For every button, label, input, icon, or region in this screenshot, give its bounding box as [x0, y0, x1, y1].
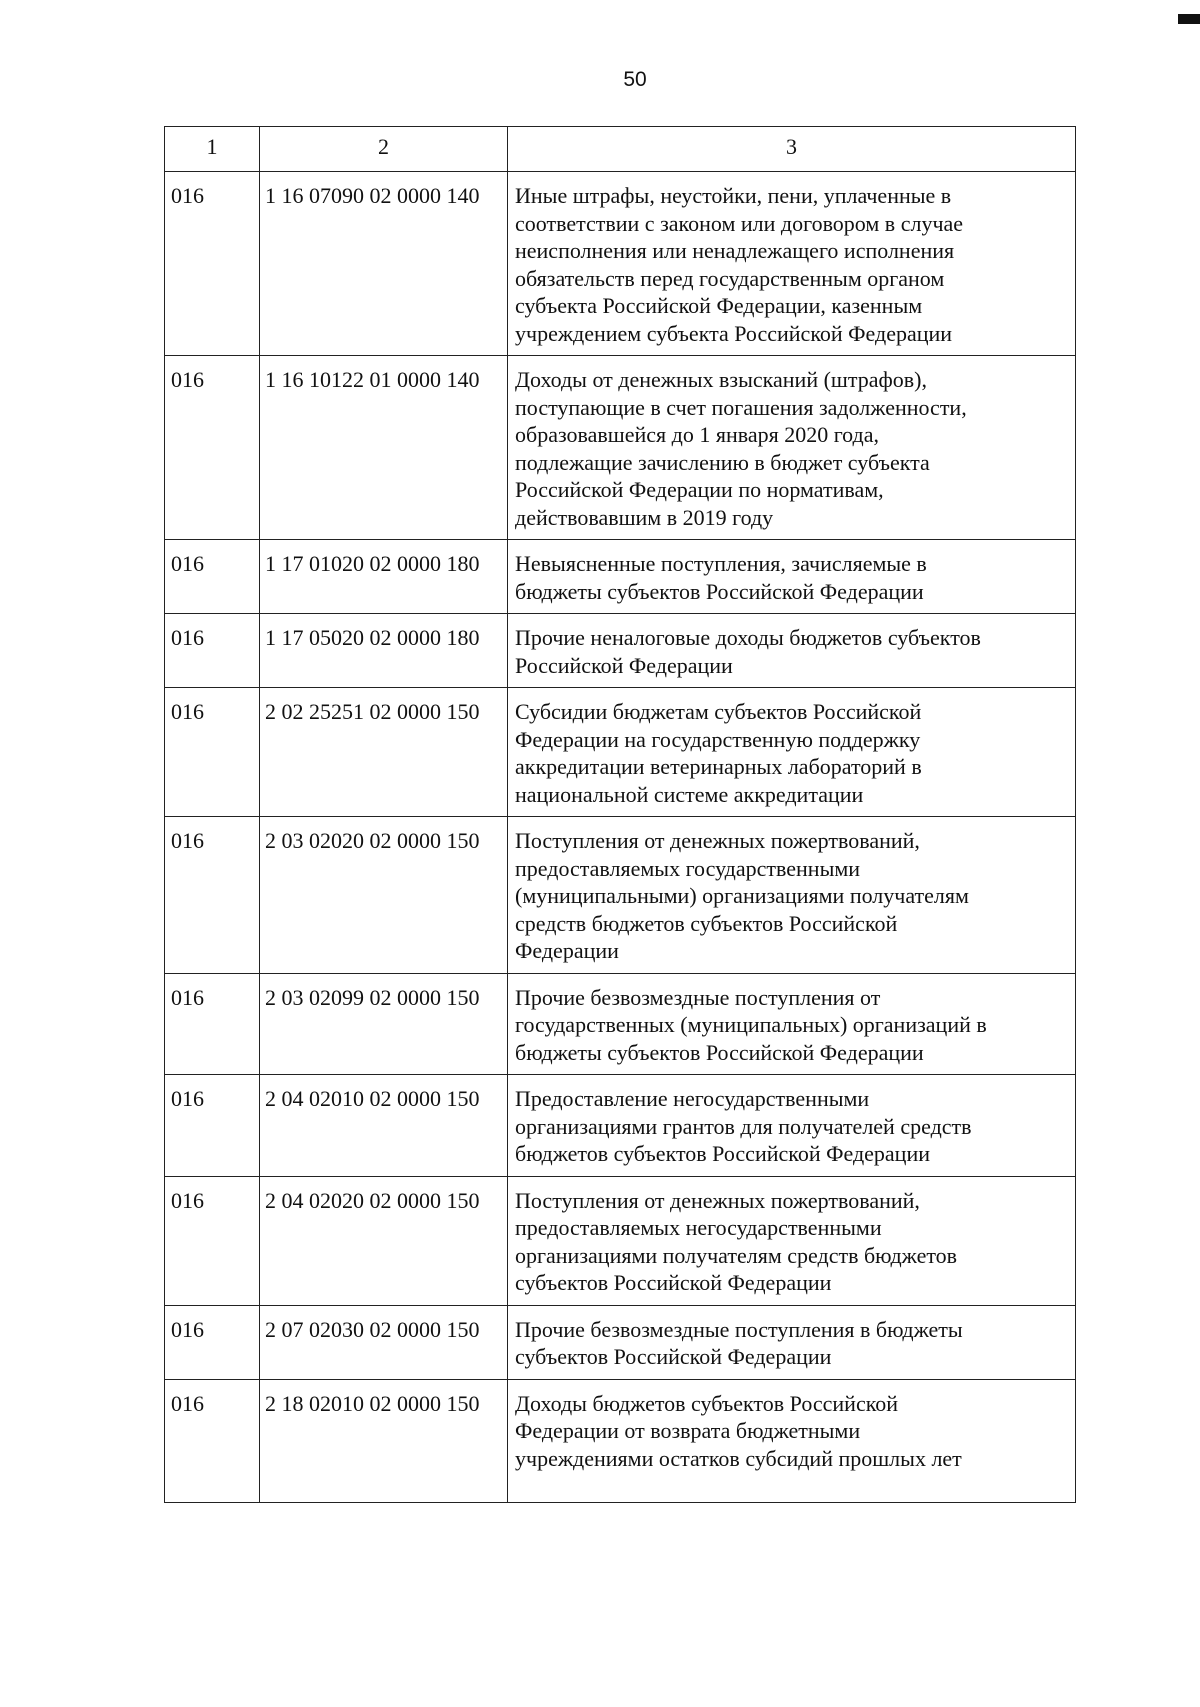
- description-cell: [508, 1176, 1076, 1305]
- description-cell: [508, 1305, 1076, 1379]
- description-line: Поступления от денежных пожертвований,: [515, 1187, 920, 1213]
- description-line: государственных (муниципальных) организаций в: [515, 1012, 987, 1037]
- column-header-2: 2: [260, 127, 508, 172]
- table-row: [165, 1176, 1076, 1305]
- description-line: (муниципальными) организациями получателям: [515, 883, 969, 908]
- description-line: Иные штрафы, неустойки, пени, уплаченные в: [515, 183, 952, 208]
- description-line: предоставляемых государственными: [515, 855, 861, 881]
- description-line: Доходы от денежных взысканий (штрафов),: [515, 367, 927, 392]
- admin-code-cell: 016: [165, 540, 260, 614]
- description-line: поступающие в счет погашения задолженности,: [515, 394, 967, 420]
- description-line: Невыясненные поступления, зачисляемые в: [515, 551, 927, 576]
- description-line: обязательств перед государственным органом: [515, 265, 945, 291]
- description-cell: [508, 172, 1076, 356]
- column-header-1: 1: [165, 127, 260, 172]
- table-row: [165, 356, 1076, 540]
- page-number: 50: [623, 68, 647, 91]
- budget-code-cell: 2 04 02020 02 0000 150: [260, 1176, 508, 1305]
- description-line: организациями получателям средств бюджетов: [515, 1242, 958, 1268]
- budget-code-cell: 1 16 10122 01 0000 140: [260, 356, 508, 540]
- table-row: [165, 1305, 1076, 1379]
- description-line: субъектов Российской Федерации: [515, 1344, 832, 1369]
- description-cell: [508, 614, 1076, 688]
- admin-code-cell: 016: [165, 172, 260, 356]
- description-cell: [508, 540, 1076, 614]
- description-line: Прочие неналоговые доходы бюджетов субъектов: [515, 625, 981, 650]
- description-line: Прочие безвозмездные поступления от: [515, 984, 881, 1010]
- description-line: подлежащие зачислению в бюджет субъекта: [515, 449, 930, 475]
- admin-code-cell: 016: [165, 356, 260, 540]
- admin-code-cell: 016: [165, 973, 260, 1075]
- budget-code-cell: 2 07 02030 02 0000 150: [260, 1305, 508, 1379]
- description-line: учреждениями остатков субсидий прошлых лет: [515, 1445, 962, 1471]
- admin-code-cell: 016: [165, 688, 260, 817]
- description-cell: [508, 817, 1076, 974]
- description-line: Доходы бюджетов субъектов Российской: [515, 1390, 899, 1416]
- description-line: учреждением субъекта Российской Федерации: [515, 320, 953, 346]
- table-row: [165, 1379, 1076, 1502]
- scan-corner-mark: [1178, 14, 1200, 24]
- admin-code-cell: 016: [165, 1075, 260, 1177]
- description-line: аккредитации ветеринарных лабораторий в: [515, 754, 922, 779]
- budget-code-cell: 2 03 02020 02 0000 150: [260, 817, 508, 974]
- budget-code-cell: 2 18 02010 02 0000 150: [260, 1379, 508, 1502]
- admin-code-cell: 016: [165, 614, 260, 688]
- budget-code-cell: 1 17 01020 02 0000 180: [260, 540, 508, 614]
- description-line: Субсидии бюджетам субъектов Российской: [515, 699, 922, 724]
- table-row: [165, 688, 1076, 817]
- budget-code-cell: 2 04 02010 02 0000 150: [260, 1075, 508, 1177]
- admin-code-cell: 016: [165, 1379, 260, 1502]
- table-body: [165, 172, 1076, 1503]
- description-line: действовавшим в 2019 году: [515, 504, 774, 530]
- description-line: средств бюджетов субъектов Российской: [515, 910, 898, 936]
- description-cell: [508, 973, 1076, 1075]
- admin-code-cell: 016: [165, 1176, 260, 1305]
- table-row: [165, 540, 1076, 614]
- table-row: [165, 973, 1076, 1075]
- description-line: бюджеты субъектов Российской Федерации: [515, 1039, 924, 1065]
- description-cell: [508, 1379, 1076, 1502]
- description-line: предоставляемых негосударственными: [515, 1215, 882, 1240]
- description-cell: [508, 356, 1076, 540]
- description-line: Федерации от возврата бюджетными: [515, 1418, 861, 1443]
- revenue-codes-table: [164, 126, 1076, 1503]
- budget-code-cell: 2 03 02099 02 0000 150: [260, 973, 508, 1075]
- table-row: [165, 172, 1076, 356]
- description-line: Поступления от денежных пожертвований,: [515, 828, 920, 853]
- description-line: бюджетов субъектов Российской Федерации: [515, 1141, 930, 1166]
- description-cell: [508, 1075, 1076, 1177]
- description-line: Российской Федерации по нормативам,: [515, 477, 884, 502]
- admin-code-cell: 016: [165, 817, 260, 974]
- description-line: национальной системе аккредитации: [515, 781, 864, 807]
- description-line: Прочие безвозмездные поступления в бюджеты: [515, 1316, 963, 1342]
- description-line: соответствии с законом или договором в случае: [515, 210, 964, 236]
- table-row: [165, 817, 1076, 974]
- admin-code-cell: 016: [165, 1305, 260, 1379]
- description-line: субъектов Российской Федерации: [515, 1270, 832, 1295]
- column-header-3: 3: [508, 127, 1076, 172]
- description-line: Федерации: [515, 938, 619, 963]
- description-line: Федерации на государственную поддержку: [515, 726, 921, 752]
- description-cell: [508, 688, 1076, 817]
- table-row: [165, 1075, 1076, 1177]
- budget-code-cell: 2 02 25251 02 0000 150: [260, 688, 508, 817]
- description-line: субъекта Российской Федерации, казенным: [515, 293, 923, 318]
- budget-code-cell: 1 16 07090 02 0000 140: [260, 172, 508, 356]
- table-header-row: [165, 127, 1076, 172]
- description-line: неисполнения или ненадлежащего исполнения: [515, 238, 955, 263]
- description-line: организациями грантов для получателей средств: [515, 1113, 972, 1139]
- description-line: Предоставление негосударственными: [515, 1086, 870, 1111]
- description-line: бюджеты субъектов Российской Федерации: [515, 578, 924, 604]
- budget-code-cell: 1 17 05020 02 0000 180: [260, 614, 508, 688]
- table-row: [165, 614, 1076, 688]
- description-line: образовавшейся до 1 января 2020 года,: [515, 422, 879, 447]
- description-line: Российской Федерации: [515, 652, 733, 678]
